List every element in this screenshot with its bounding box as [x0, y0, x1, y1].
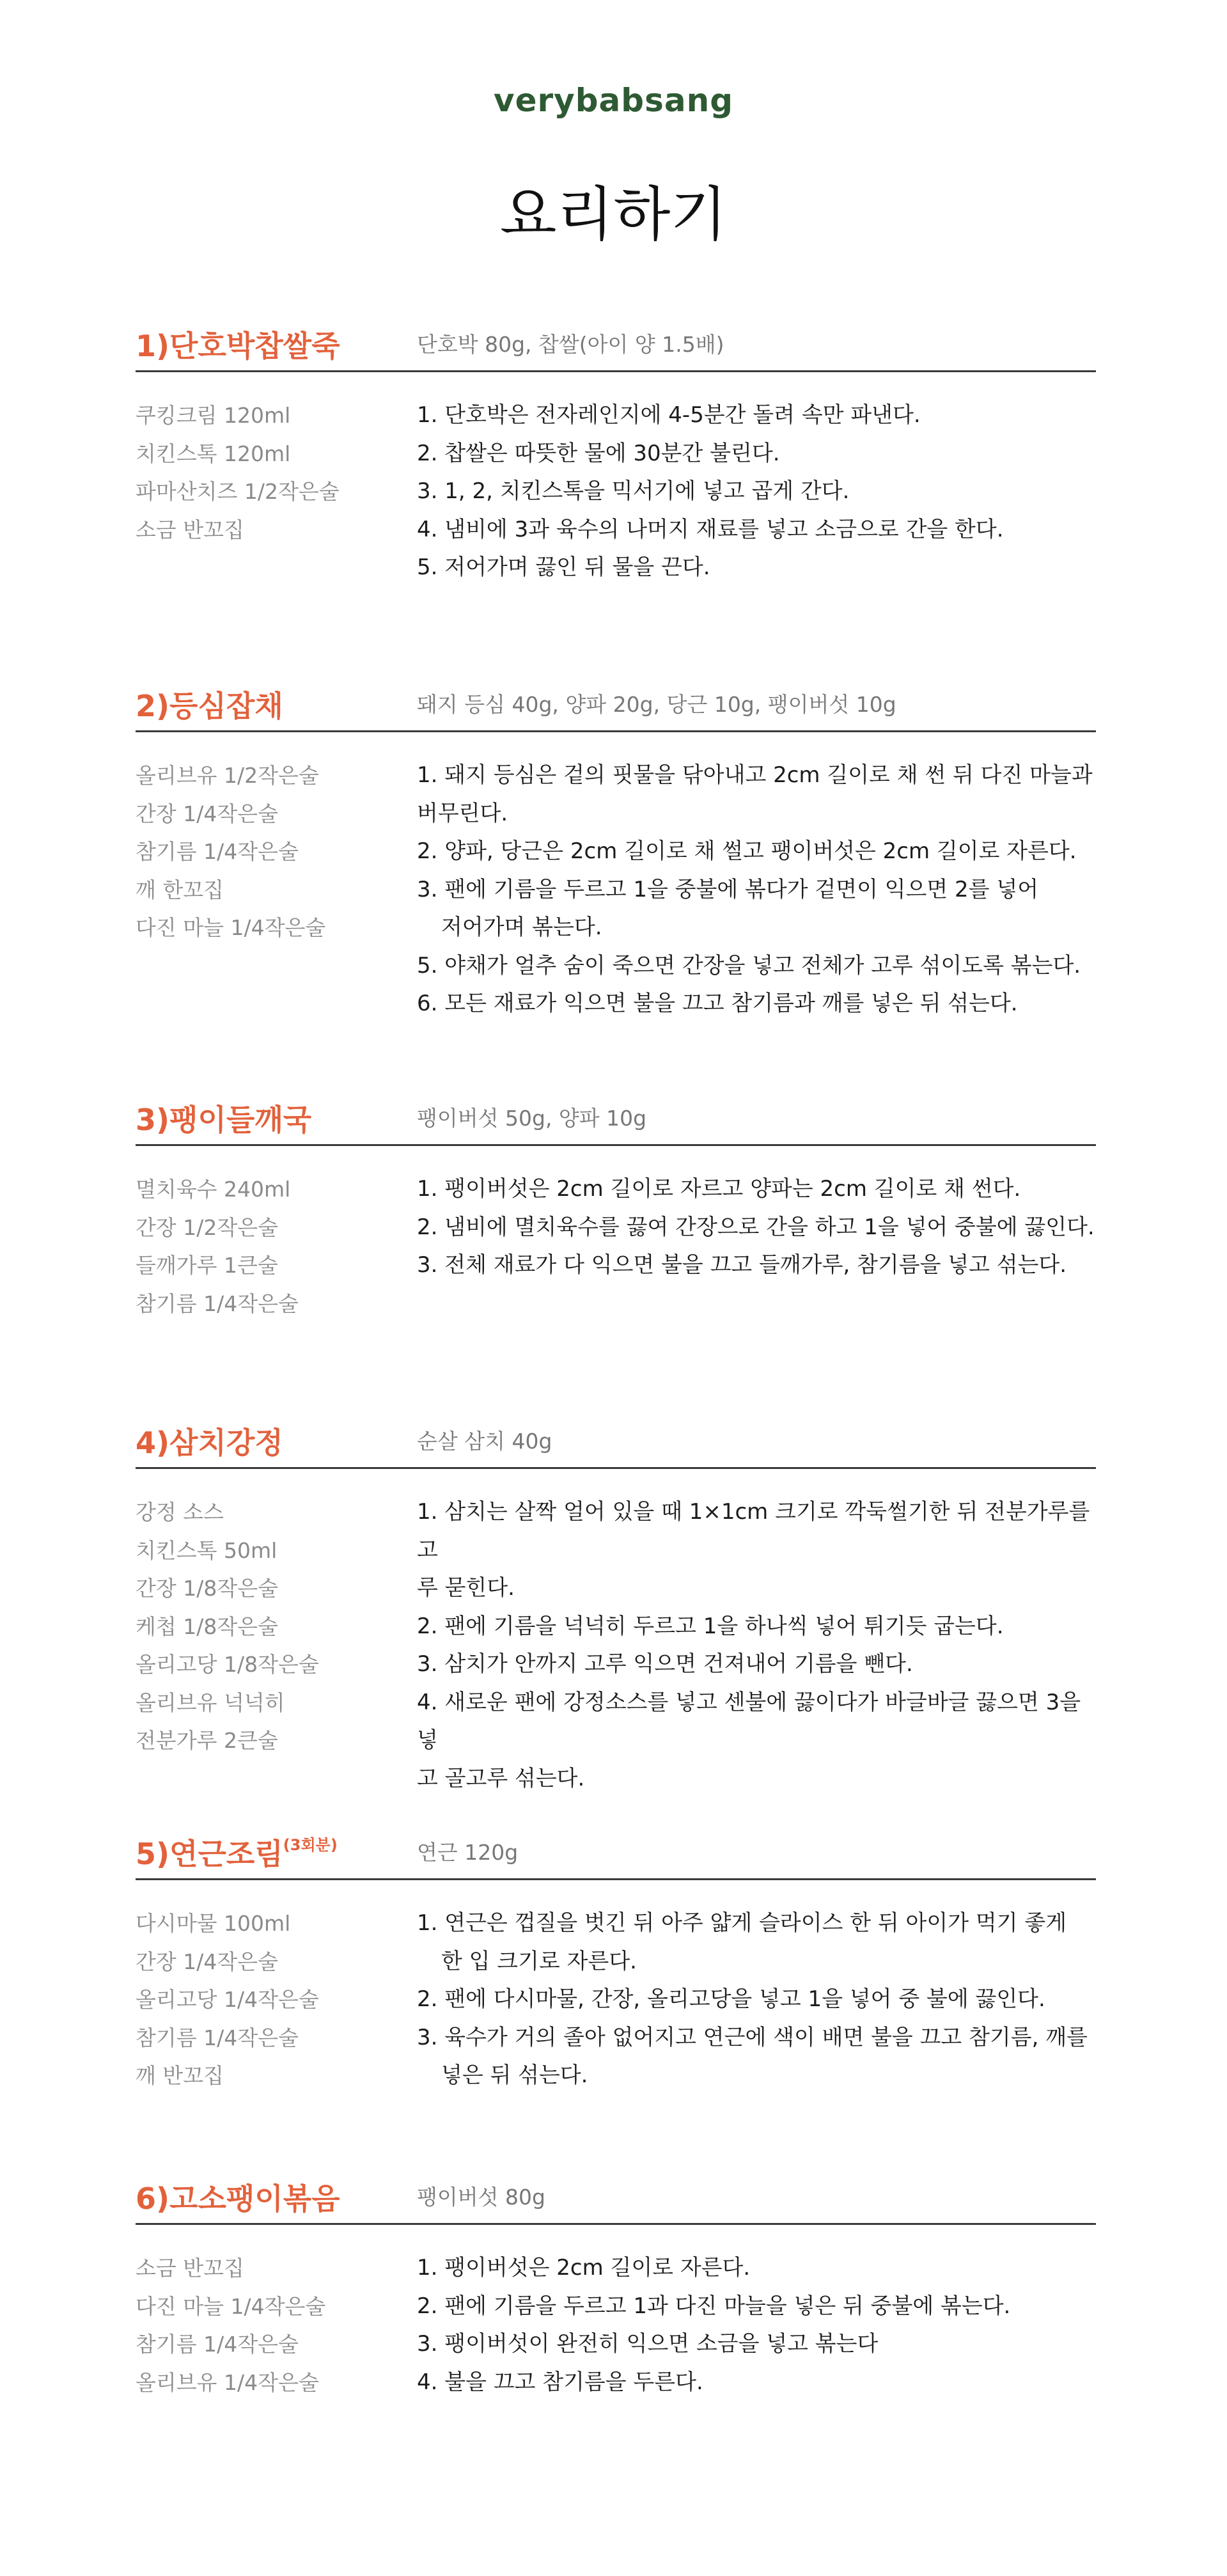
ingredient-item: 강정 소스 [136, 1500, 224, 1525]
ingredient-item: 간장 1/2작은술 [136, 1214, 278, 1240]
step-list [417, 1170, 1101, 1285]
ingredient-item: 멸치육수 240ml [136, 1177, 291, 1202]
ingredient-item: 깨 반꼬집 [136, 2063, 224, 2088]
ingredient-list [136, 1170, 404, 1323]
recipe-section [136, 1413, 1096, 1791]
step-item: 3. 전체 재료가 다 익으면 불을 끄고 들깨가루, 참기름을 넣고 섞는다. [417, 1252, 1067, 1278]
step-list [417, 2249, 1101, 2401]
step-list [417, 1493, 1101, 1798]
recipe-section [136, 2169, 1096, 2395]
step-item: 루 묻힌다. [417, 1575, 515, 1601]
ingredient-item: 파마산치즈 1/2작은술 [136, 479, 340, 504]
recipe-main-ingredients: 연근 120g [417, 1840, 519, 1865]
step-item: 3. 팽이버섯이 완전히 익으면 소금을 넣고 볶는다 [417, 2331, 879, 2357]
step-item: 6. 모든 재료가 익으면 불을 끄고 참기름과 깨를 넣은 뒤 섞는다. [417, 991, 1018, 1016]
recipe-main-ingredients: 팽이버섯 80g [417, 2185, 545, 2210]
ingredient-item: 전분가루 2큰술 [136, 1728, 278, 1753]
ingredient-item: 깨 한꼬집 [136, 877, 224, 902]
ingredient-item: 참기름 1/4작은술 [136, 839, 299, 864]
ingredient-item: 참기름 1/4작은술 [136, 2025, 299, 2050]
step-list [417, 1905, 1101, 2095]
step-item: 5. 저어가며 끓인 뒤 물을 끈다. [417, 554, 710, 580]
recipe-title: 2)등심잡채 [136, 689, 283, 723]
step-item: 2. 냄비에 멸치육수를 끓여 간장으로 간을 하고 1을 넣어 중불에 끓인다. [417, 1214, 1095, 1240]
recipe-section [136, 1090, 1096, 1316]
recipe-section [136, 317, 1096, 580]
ingredient-item: 다진 마늘 1/4작은술 [136, 2293, 326, 2319]
recipe-title: 6)고소팽이볶음 [136, 2181, 340, 2216]
step-item: 4. 새로운 팬에 강정소스를 넣고 센불에 끓이다가 바글바글 끓으면 3을 넣 [417, 1689, 1081, 1753]
step-item: 1. 단호박은 전자레인지에 4-5분간 돌려 속만 파낸다. [417, 402, 921, 428]
ingredient-item: 케첩 1/8작은술 [136, 1614, 278, 1639]
ingredient-item: 치킨스톡 50ml [136, 1537, 277, 1563]
ingredient-item: 올리고당 1/4작은술 [136, 1987, 319, 2012]
step-item: 1. 팽이버섯은 2cm 길이로 자르고 양파는 2cm 길이로 채 썬다. [417, 1176, 1021, 1202]
recipe-header [136, 1413, 1096, 1469]
step-item: 3. 팬에 기름을 두르고 1을 중불에 볶다가 겉면이 익으면 2를 넣어 [417, 876, 1039, 902]
ingredient-item: 들깨가루 1큰술 [136, 1253, 278, 1278]
page-title: 요리하기 [499, 180, 728, 249]
recipe-main-ingredients: 단호박 80g, 찹쌀(아이 양 1.5배) [417, 332, 724, 357]
recipe-section [136, 1825, 1096, 2088]
step-item: 4. 냄비에 3과 육수의 나머지 재료를 넣고 소금으로 간을 한다. [417, 516, 1004, 542]
step-item: 5. 야채가 얼추 숨이 죽으면 간장을 넣고 전체가 고루 섞이도록 볶는다. [417, 952, 1081, 978]
ingredient-list [136, 1905, 404, 2095]
ingredient-item: 올리브유 넉넉히 [136, 1690, 285, 1715]
ingredient-item: 참기름 1/4작은술 [136, 2332, 299, 2357]
recipe-title: 5)연근조림$^{(3회분)}$ [136, 1835, 338, 1871]
ingredient-list [136, 397, 404, 549]
ingredient-list [136, 1493, 404, 1760]
recipe-main-ingredients: 팽이버섯 50g, 양파 10g [417, 1106, 647, 1131]
ingredient-item: 다진 마늘 1/4작은술 [136, 915, 326, 940]
recipe-header [136, 2169, 1096, 2225]
step-item: 1. 돼지 등심은 겉의 핏물을 닦아내고 2cm 길이로 채 썬 뒤 다진 마늘과 [417, 762, 1093, 788]
ingredient-item: 간장 1/8작은술 [136, 1576, 278, 1601]
recipe-section [136, 677, 1096, 1016]
step-item: 저어가며 볶는다. [441, 915, 602, 940]
ingredient-item: 올리브유 1/2작은술 [136, 763, 319, 788]
recipe-header [136, 677, 1096, 732]
step-list [417, 757, 1101, 1023]
ingredient-item: 올리브유 1/4작은술 [136, 2369, 319, 2395]
brand-logo: verybabsang [494, 82, 733, 119]
ingredient-list [136, 2249, 404, 2401]
recipe-header [136, 1825, 1096, 1880]
recipe-title: 3)팽이들깨국 [136, 1103, 312, 1137]
step-item: 2. 팬에 기름을 두르고 1과 다진 마늘을 넣은 뒤 중불에 볶는다. [417, 2293, 1011, 2319]
step-item: 3. 육수가 거의 졸아 없어지고 연근에 색이 배면 불을 끄고 참기름, 깨를 [417, 2024, 1088, 2050]
step-item: 1. 팽이버섯은 2cm 길이로 자른다. [417, 2255, 751, 2281]
ingredient-item: 소금 반꼬집 [136, 517, 244, 542]
ingredient-item: 간장 1/4작은술 [136, 1949, 278, 1974]
step-item: 1. 연근은 껍질을 벗긴 뒤 아주 얇게 슬라이스 한 뒤 아이가 먹기 좋게 [417, 1910, 1067, 1936]
step-item: 2. 양파, 당근은 2cm 길이로 채 썰고 팽이버섯은 2cm 길이로 자른다. [417, 838, 1077, 864]
step-item: 버무린다. [417, 800, 508, 826]
ingredient-item: 참기름 1/4작은술 [136, 1291, 299, 1316]
recipe-main-ingredients: 순살 삼치 40g [417, 1429, 552, 1454]
step-item: 4. 불을 끄고 참기름을 두른다. [417, 2369, 703, 2395]
step-item: 넣은 뒤 섞는다. [441, 2062, 588, 2088]
ingredient-item: 올리고당 1/8작은술 [136, 1652, 319, 1677]
ingredient-item: 쿠킹크림 120ml [136, 403, 291, 428]
recipe-title-note: (3회분) [283, 1835, 338, 1854]
step-item: 3. 1, 2, 치킨스톡을 믹서기에 넣고 곱게 간다. [417, 478, 850, 504]
step-item: 한 입 크기로 자른다. [441, 1948, 637, 1974]
step-item: 2. 찹쌀은 따뜻한 물에 30분간 불린다. [417, 440, 780, 466]
recipe-main-ingredients: 돼지 등심 40g, 양파 20g, 당근 10g, 팽이버섯 10g [417, 692, 896, 717]
ingredient-item: 치킨스톡 120ml [136, 441, 291, 466]
step-list [417, 397, 1101, 587]
ingredient-list [136, 757, 404, 947]
step-item: 3. 삼치가 안까지 고루 익으면 건져내어 기름을 뺀다. [417, 1651, 913, 1677]
recipe-header [136, 1090, 1096, 1146]
step-item: 2. 팬에 다시마물, 간장, 올리고당을 넣고 1을 넣어 중 불에 끓인다. [417, 1986, 1045, 2012]
ingredient-item: 간장 1/4작은술 [136, 801, 278, 826]
step-item: 1. 삼치는 살짝 얼어 있을 때 1×1cm 크기로 깍둑썰기한 뒤 전분가루를 고 [417, 1499, 1090, 1563]
recipe-title: 4)삼치강정 [136, 1425, 283, 1460]
recipe-header [136, 317, 1096, 372]
step-item: 2. 팬에 기름을 넉넉히 두르고 1을 하나씩 넣어 튀기듯 굽는다. [417, 1613, 1004, 1639]
step-item: 고 골고루 섞는다. [417, 1765, 585, 1791]
ingredient-item: 다시마물 100ml [136, 1911, 291, 1936]
ingredient-item: 소금 반꼬집 [136, 2256, 244, 2281]
recipe-title: 1)단호박찹쌀죽 [136, 329, 340, 363]
